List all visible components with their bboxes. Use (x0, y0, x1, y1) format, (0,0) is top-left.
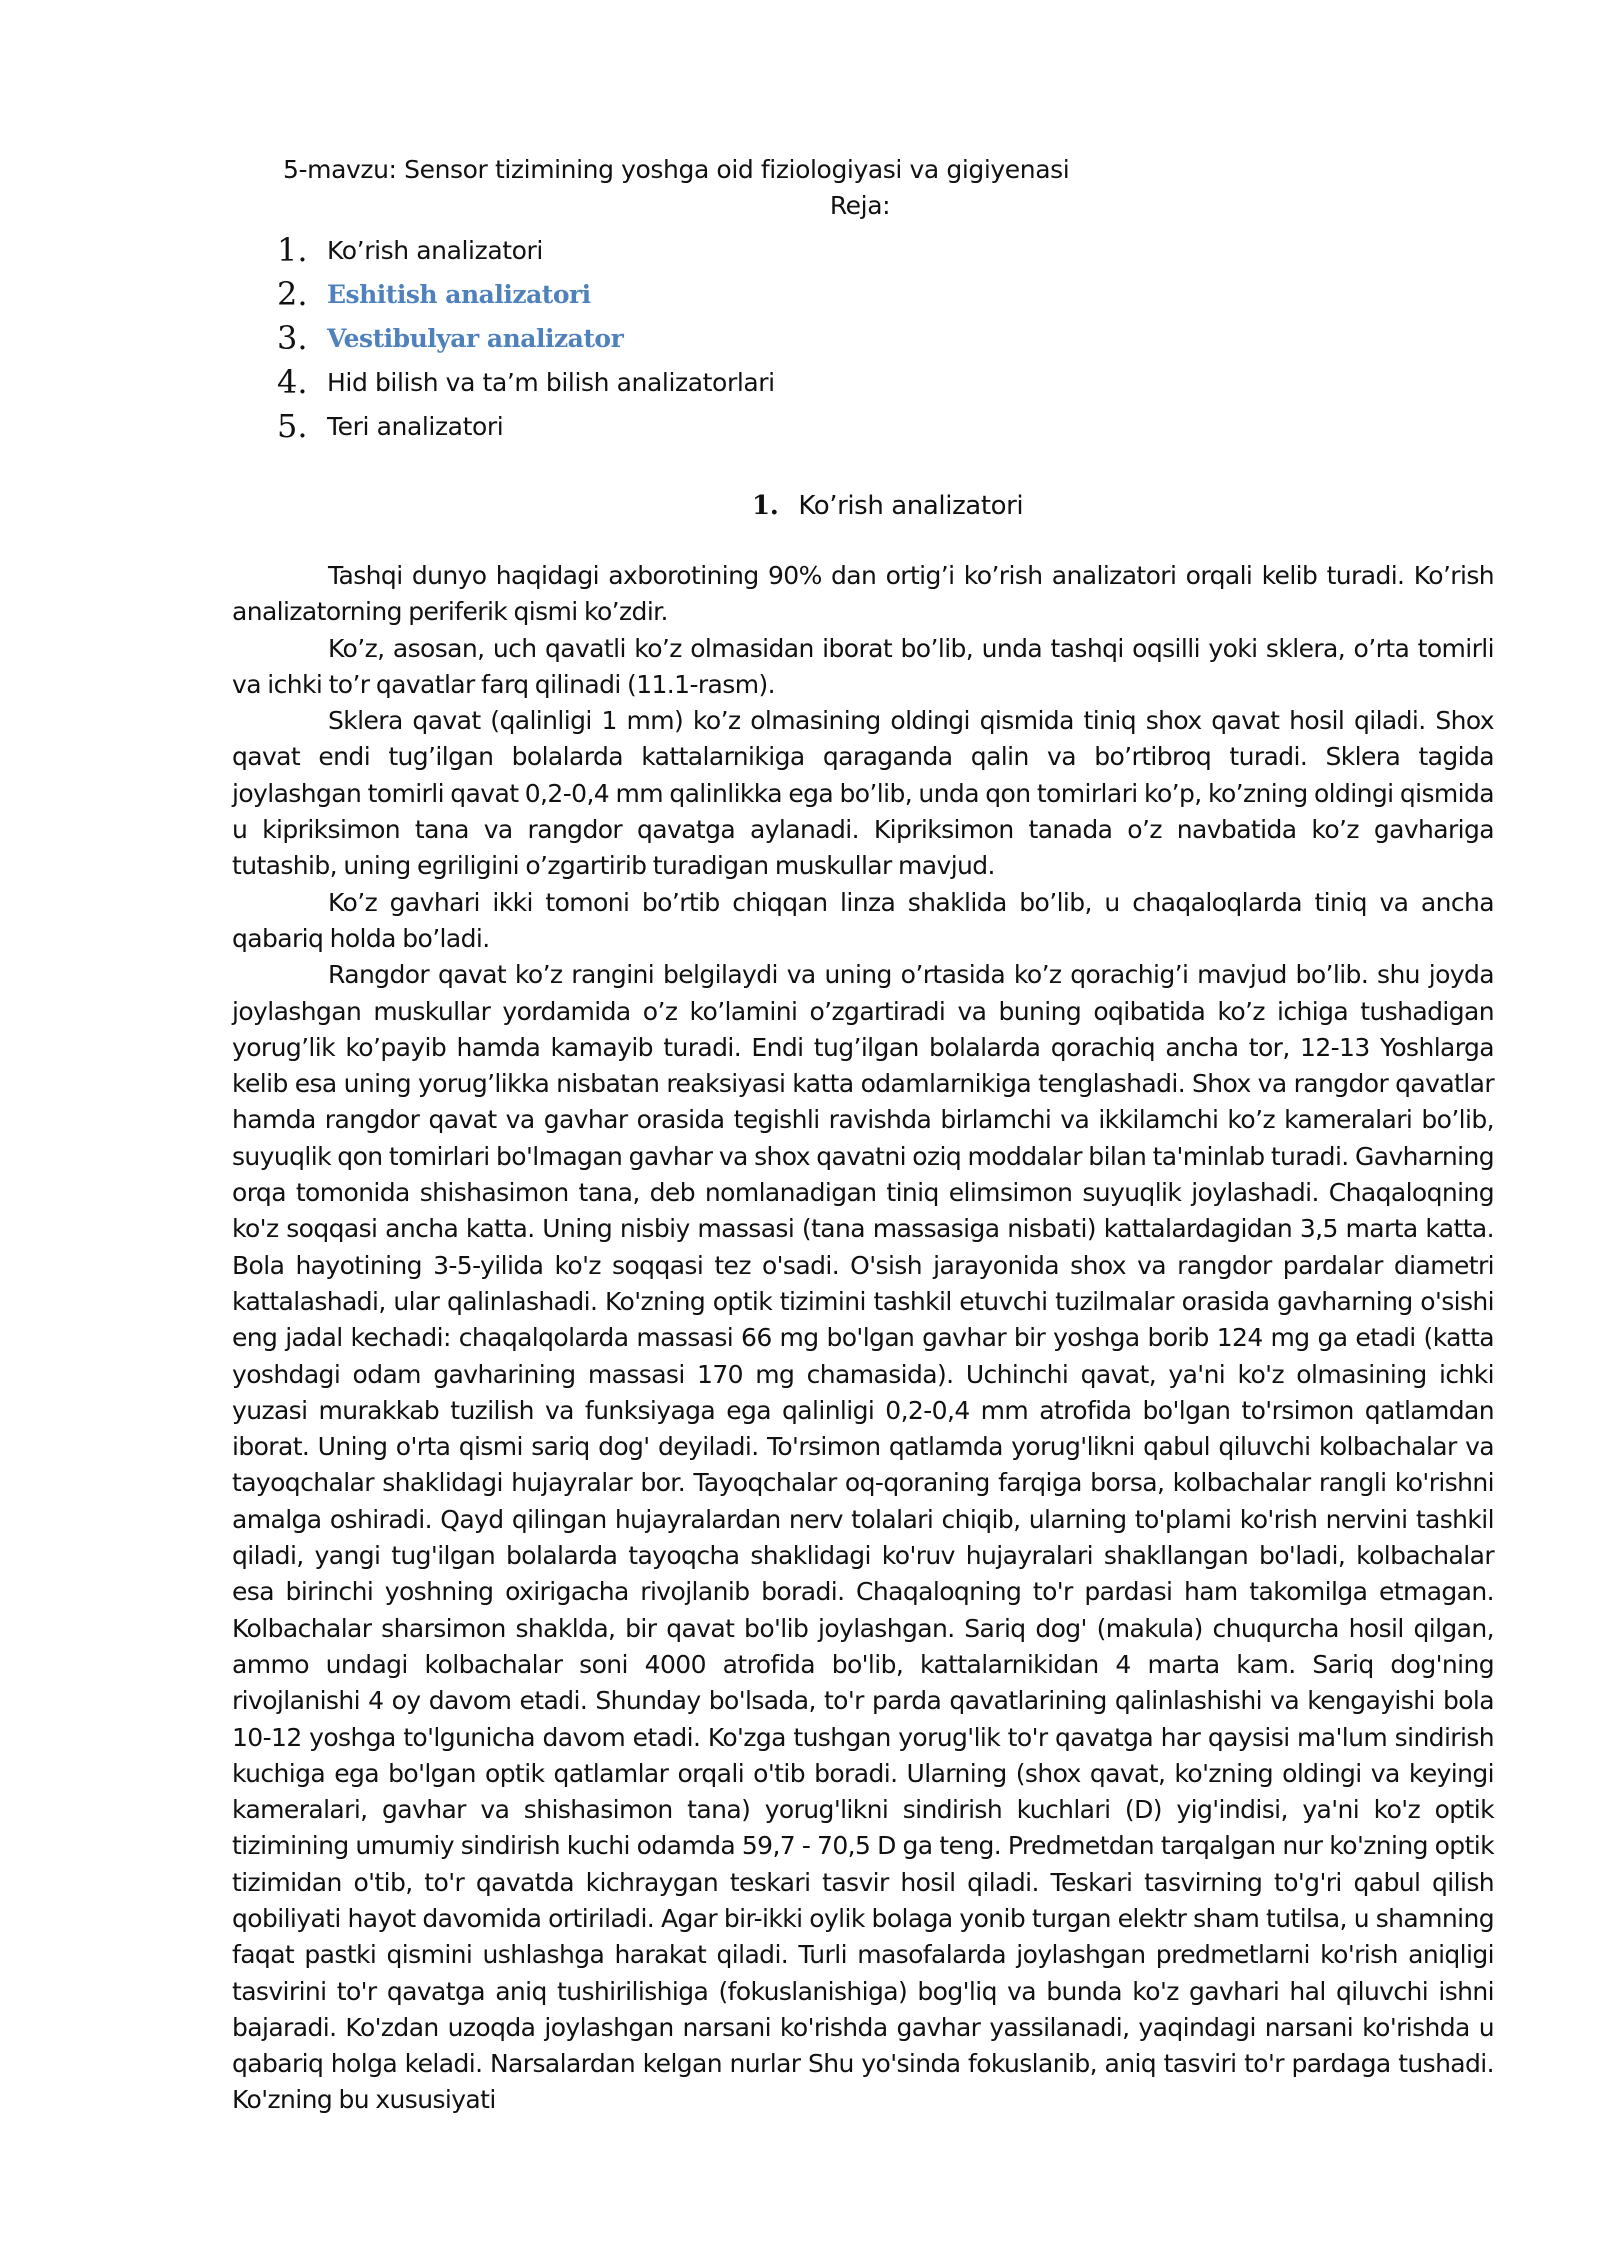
plan-item-link-vestibulyar[interactable]: Vestibulyar analizator (327, 323, 624, 353)
paragraph: Ko’z gavhari ikki tomoni bo’rtib chiqqan linza shaklida bo’lib, u chaqaloqlarda tiniq va ancha qabariq holda bo’ladi. (232, 887, 1494, 953)
plan-item (277, 360, 775, 404)
plan-item-link-eshitish[interactable]: Eshitish analizatori (327, 279, 591, 309)
document-title: 5-mavzu: Sensor tizimining yoshga oid fiziologiyasi va gigiyenasi (283, 155, 1070, 184)
plan-item-label: Ko’rish analizatori (327, 235, 543, 265)
plan-item-number: 1. (277, 231, 308, 269)
plan-item-number: 3. (277, 319, 308, 357)
paragraph: Sklera qavat (qalinligi 1 mm) ko’z olmasining oldingi qismida tiniq shox qavat hosil qiladi. Shox qavat endi tug’ilgan bolalarda kattalarnikiga qaraganda qalin va bo’rtibroq turadi. Sklera tagida joylashgan tomirli qavat 0,2-0,4 mm qalinlikka ega bo’lib, unda qon tomirlari ko’p, ko’zning oldingi qismida u kipriksimon tana va rangdor qavatga aylanadi. Kipriksimon tanada o’z navbatida ko’z gavhariga tutashib, uning egriligini o’zgartirib turadigan muskullar mavjud. (232, 706, 1494, 881)
plan-item (277, 228, 775, 272)
paragraph: Ko’z, asosan, uch qavatli ko’z olmasidan iborat bo’lib, unda tashqi oqsilli yoki sklera, o’rta tomirli va ichki to’r qavatlar farq qilinadi (11.1-rasm). (232, 633, 1494, 699)
plan-item-label: Hid bilish va ta’m bilish analizatorlari (327, 367, 775, 397)
paragraph: Tashqi dunyo haqidagi axborotining 90% dan ortig’i ko’rish analizatori orqali kelib turadi. Ko’rish analizatorning periferik qismi ko’zdir. (232, 561, 1494, 627)
section-number: 1. (752, 491, 779, 521)
plan-item-label: Teri analizatori (327, 411, 504, 441)
plan-item (277, 404, 775, 448)
plan-list (277, 228, 775, 448)
plan-item-number: 4. (277, 363, 308, 401)
section-heading (752, 487, 1023, 525)
plan-item[interactable] (277, 272, 775, 316)
body-text (232, 558, 1494, 2119)
plan-item[interactable] (277, 316, 775, 360)
section-title: Ko’rish analizatori (798, 491, 1024, 521)
plan-item-number: 5. (277, 407, 308, 445)
plan-item-number: 2. (277, 275, 308, 313)
plan-heading: Reja: (829, 191, 891, 220)
paragraph: Rangdor qavat ko’z rangini belgilaydi va uning o’rtasida ko’z qorachig’i mavjud bo’lib. shu joyda joylashgan muskullar yordamida o’z ko’lamini o’zgartiradi va buning oqibatida ko’z ichiga tushadigan yorug’lik ko’payib hamda kamayib turadi. Endi tug’ilgan bolalarda qorachiq ancha tor, 12-13 Yoshlarga kelib esa uning yorug’likka nisbatan reaksiyasi katta odamlarnikiga tenglashadi. Shox va rangdor qavatlar hamda rangdor qavat va gavhar orasida tegishli ravishda birlamchi va ikkilamchi ko’z kameralari bo’lib, suyuqlik qon tomirlari bo'lmagan gavhar va shox qavatni oziq moddalar bilan ta'minlab turadi. Gavharning orqa tomonida shishasimon tana, deb nomlanadigan tiniq elimsimon suyuqlik joylashadi. Chaqaloqning ko'z soqqasi ancha katta. Uning nisbiy massasi (tana massasiga nisbati) kattalardagidan 3,5 marta katta. Bola hayotining 3-5-yilida ko'z soqqasi tez o'sadi. O'sish jarayonida shox va rangdor pardalar diametri kattalashadi, ular qalinlashadi. Ko'zning optik tizimini tashkil etuvchi tuzilmalar orasida gavharning o'sishi eng jadal kechadi: chaqalqolarda massasi 66 mg bo'lgan gavhar bir yoshga borib 124 mg ga etadi (katta yoshdagi odam gavharining massasi 170 mg chamasida). Uchinchi qavat, ya'ni ko'z olmasining ichki yuzasi murakkab tuzilish va funksiyaga ega qalinligi 0,2-0,4 mm atrofida bo'lgan to'rsimon qatlamdan iborat. Uning o'rta qismi sariq dog' deyiladi. To'rsimon qatlamda yorug'likni qabul qiluvchi kolbachalar va tayoqchalar shaklidagi hujayralar bor. Tayoqchalar oq-qoraning farqiga borsa, kolbachalar rangli ko'rishni amalga oshiradi. Qayd qilingan hujayralardan nerv tolalari chiqib, ularning to'plami ko'rish nervini tashkil qiladi, yangi tug'ilgan bolalarda tayoqcha shaklidagi ko'ruv hujayralari shakllangan bo'ladi, kolbachalar esa birinchi yoshning oxirigacha rivojlanib boradi. Chaqaloqning to'r pardasi ham takomilga etmagan. Kolbachalar sharsimon shaklda, bir qavat bo'lib joylashgan. Sariq dog' (makula) chuqurcha hosil qilgan, ammo undagi kolbachalar soni 4000 atrofida bo'lib, kattalarnikidan 4 marta kam. Sariq dog'ning rivojlanishi 4 oy davom etadi. Shunday bo'lsada, to'r parda qavatlarining qalinlashishi va kengayishi bola 10-12 yoshga to'lgunicha davom etadi. Ko'zga tushgan yorug'lik to'r qavatga har qaysisi ma'lum sindirish kuchiga ega bo'lgan optik qatlamlar orqali o'tib boradi. Ularning (shox qavat, ko'zning oldingi va keyingi kameralari, gavhar va shishasimon tana) yorug'likni sindirish kuchlari (D) yig'indisi, ya'ni ko'z optik tizimining umumiy sindirish kuchi odamda 59,7 - 70,5 D ga teng. Predmetdan tarqalgan nur ko'zning optik tizimidan o'tib, to'r qavatda kichraygan teskari tasvir hosil qiladi. Teskari tasvirning to'g'ri qabul qilish qobiliyati hayot davomida ortiriladi. Agar bir-ikki oylik bolaga yonib turgan elektr sham tutilsa, u shamning faqat pastki qismini ushlashga harakat qiladi. Turli masofalarda joylashgan predmetlarni ko'rish aniqligi tasvirini to'r qavatga aniq tushirilishiga (fokuslanishiga) bog'liq va bunda ko'z gavhari hal qiluvchi ishni bajaradi. Ko'zdan uzoqda joylashgan narsani ko'rishda gavhar yassilanadi, yaqindagi narsani ko'rishda u qabariq holga keladi. Narsalardan kelgan nurlar Shu yo'sinda fokuslanib, aniq tasviri to'r pardaga tushadi. Ko'zning bu xususiyati (232, 960, 1494, 2115)
